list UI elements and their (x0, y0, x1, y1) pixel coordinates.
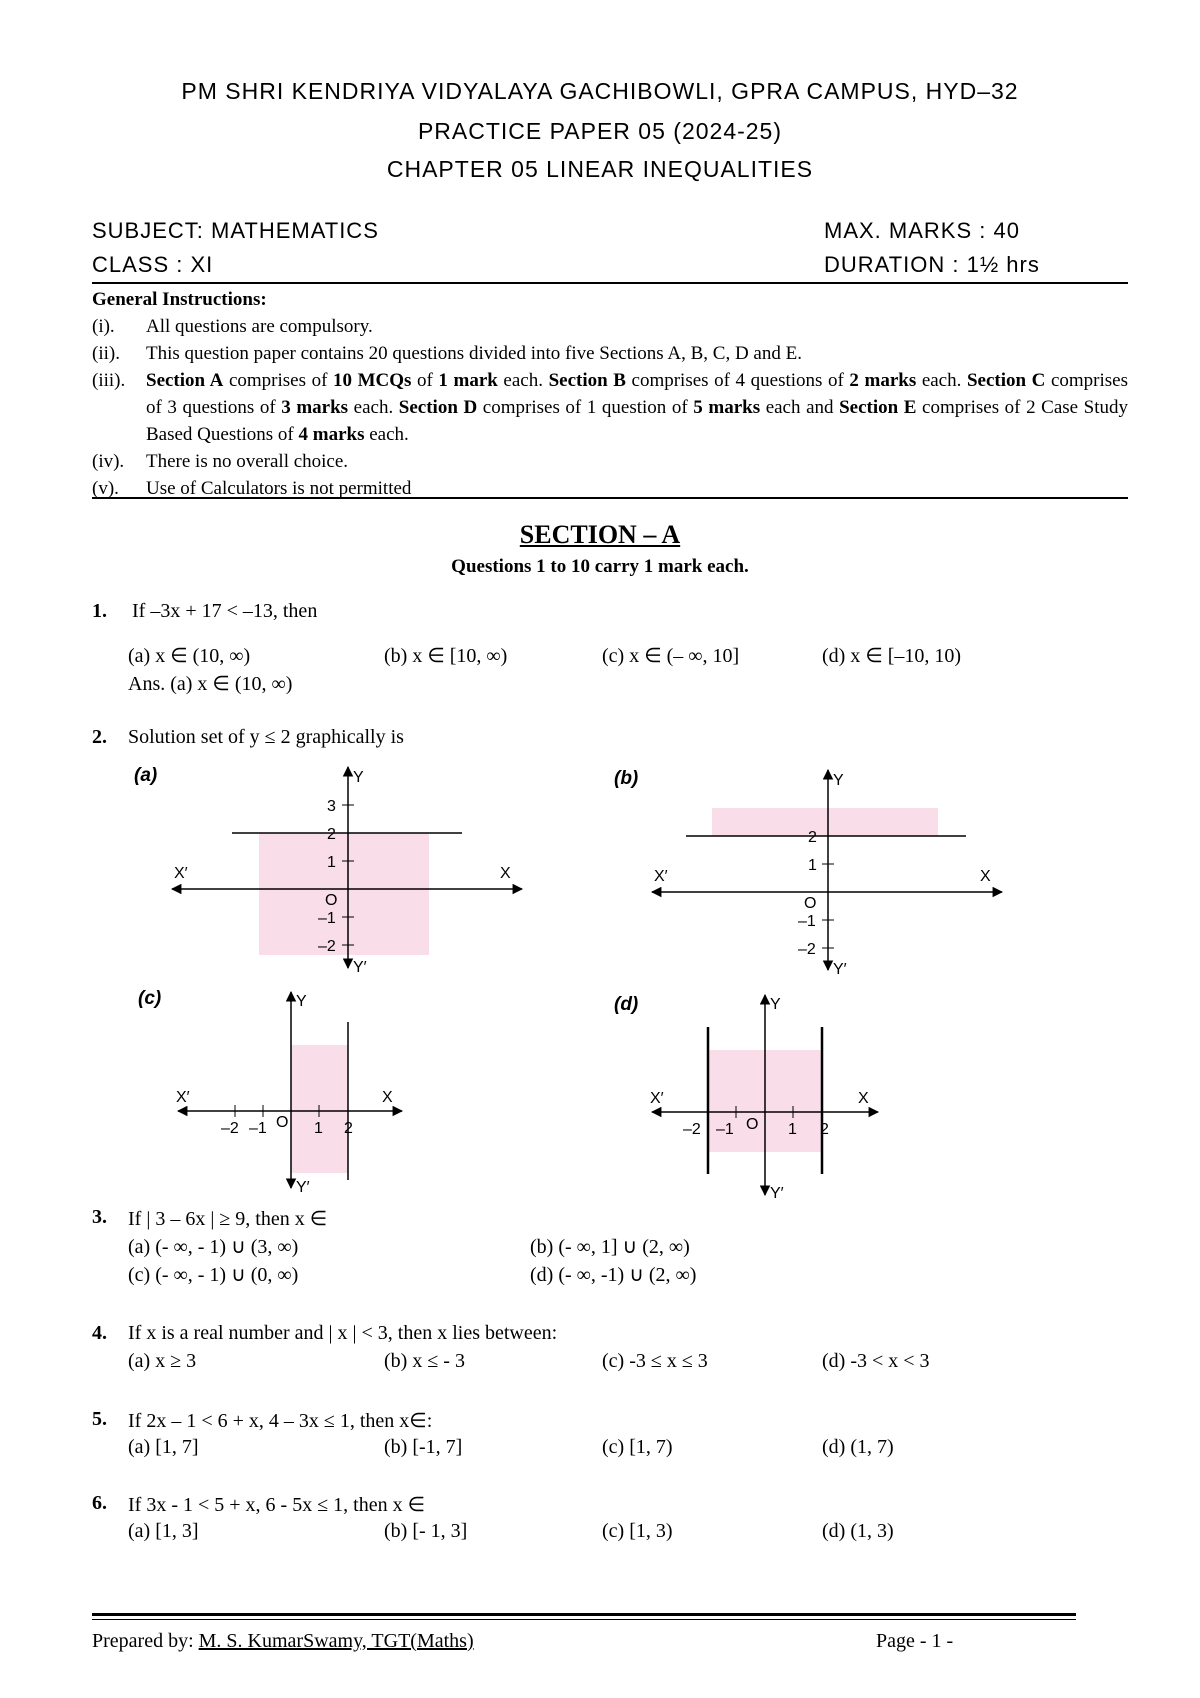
instruction-text: Section A comprises of 10 MCQs of 1 mark each. Section B comprises of 4 questions of 2 marks each. Section C comprises of 3 questions of 3 marks each. Section D comprises of 1 question of 5 marks each and Section E comprises of 2 Case Study Based Questions of 4 marks each. (146, 370, 1129, 445)
q2-text: Solution set of y ≤ 2 graphically is (128, 726, 404, 748)
graph-b-tick-label: 2 (808, 829, 817, 846)
q1-answer: Ans. (a) x ∈ (10, ∞) (128, 673, 293, 695)
q1-option-a: (a) x ∈ (10, ∞) (128, 645, 251, 667)
footer-rule-top (92, 1613, 1076, 1616)
q3-number: 3. (92, 1206, 107, 1228)
q3-option-b: (b) (- ∞, 1] ∪ (2, ∞) (530, 1236, 690, 1258)
graph-c-tick-label: –1 (249, 1120, 267, 1137)
graph-c-y-label: Y (296, 993, 307, 1010)
instruction-text: All questions are compulsory. (146, 316, 373, 337)
q4-option-b: (b) x ≤ - 3 (384, 1350, 465, 1372)
graph-d-y-label: Y (770, 996, 781, 1013)
graph-a-y-label: Y (353, 769, 364, 786)
instruction-text: This question paper contains 20 questions divided into five Sections A, B, C, D and E. (146, 343, 802, 364)
graph-c-tick-label: –2 (221, 1120, 239, 1137)
subject: SUBJECT: MATHEMATICS (92, 218, 379, 243)
graph-b-label: (b) (614, 768, 639, 789)
instruction-num: (iv). (92, 451, 125, 472)
graph-d-label: (d) (614, 994, 639, 1015)
q2-number: 2. (92, 726, 107, 748)
q3-option-a: (a) (- ∞, - 1) ∪ (3, ∞) (128, 1236, 299, 1258)
q6-option-b: (b) [- 1, 3] (384, 1520, 468, 1542)
graph-d-yp-label: Y′ (770, 1185, 784, 1202)
school-name: PM SHRI KENDRIYA VIDYALAYA GACHIBOWLI, GPRA CAMPUS, HYD–32 (181, 78, 1019, 104)
graph-d-tick-label: –2 (683, 1121, 701, 1138)
graph-a (134, 765, 522, 976)
q6-option-d: (d) (1, 3) (822, 1520, 894, 1542)
graph-a-yp-label: Y′ (353, 959, 367, 976)
graph-d-x-label: X (858, 1090, 869, 1107)
graph-a-xp-label: X′ (174, 865, 188, 882)
class: CLASS : XI (92, 252, 214, 277)
q6-option-c: (c) [1, 3) (602, 1520, 673, 1542)
q4-number: 4. (92, 1322, 107, 1344)
graph-a-tick-label: 3 (327, 798, 336, 815)
graph-a-tick-label: –2 (318, 938, 336, 955)
graph-b-shaded-region (712, 808, 938, 836)
footer-prepared (92, 1630, 474, 1653)
graph-d (614, 994, 878, 1202)
q1-number: 1. (92, 600, 107, 622)
graph-b-tick-label: –2 (798, 941, 816, 958)
section-title: SECTION – A (519, 520, 681, 549)
graph-c-origin: O (276, 1114, 289, 1131)
graph-c-yp-label: Y′ (296, 1179, 310, 1196)
q5-text: If 2x – 1 < 6 + x, 4 – 3x ≤ 1, then x∈: (128, 1410, 433, 1432)
author: M. S. KumarSwamy, TGT(Maths) (198, 1630, 474, 1652)
graph-d-tick-label: 2 (820, 1121, 829, 1138)
q3-text: If | 3 – 6x | ≥ 9, then x ∈ (128, 1208, 328, 1230)
q5-option-b: (b) [-1, 7] (384, 1436, 463, 1458)
section-subtitle: Questions 1 to 10 carry 1 mark each. (451, 556, 749, 577)
graph-c-tick-label: 1 (314, 1120, 323, 1137)
graph-c-xp-label: X′ (176, 1089, 190, 1106)
instruction-num: (i). (92, 316, 115, 337)
graph-c-label: (c) (138, 988, 162, 1009)
instruction-text: Use of Calculators is not permitted (146, 478, 412, 499)
q4-option-c: (c) -3 ≤ x ≤ 3 (602, 1350, 708, 1372)
q3-option-c: (c) (- ∞, - 1) ∪ (0, ∞) (128, 1264, 299, 1286)
graph-d-xp-label: X′ (650, 1090, 664, 1107)
q5-option-a: (a) [1, 7] (128, 1436, 199, 1458)
q4-option-a: (a) x ≥ 3 (128, 1350, 197, 1372)
instruction-num: (iii). (92, 370, 126, 391)
graph-d-tick-label: 1 (788, 1121, 797, 1138)
graph-b-y-label: Y (833, 772, 844, 789)
instructions-title: General Instructions: (92, 289, 267, 310)
chapter-title: CHAPTER 05 LINEAR INEQUALITIES (386, 156, 814, 182)
prepared-label: Prepared by: (92, 1630, 199, 1652)
graph-b-x-label: X (980, 868, 991, 885)
q1-text: If –3x + 17 < –13, then (132, 600, 318, 622)
graph-a-label: (a) (134, 765, 158, 786)
graph-c-x-label: X (382, 1089, 393, 1106)
page-number: Page - 1 - (876, 1630, 954, 1652)
graph-b-tick-label: –1 (798, 913, 816, 930)
paper-title: PRACTICE PAPER 05 (2024-25) (417, 118, 783, 144)
q5-option-c: (c) [1, 7) (602, 1436, 673, 1458)
graph-a-origin: O (325, 892, 338, 909)
graph-a-shaded-region (259, 833, 429, 955)
q5-number: 5. (92, 1408, 107, 1430)
graph-b-xp-label: X′ (654, 868, 668, 885)
q4-option-d: (d) -3 < x < 3 (822, 1350, 930, 1372)
q6-text: If 3x - 1 < 5 + x, 6 - 5x ≤ 1, then x ∈ (128, 1494, 426, 1516)
q3-option-d: (d) (- ∞, -1) ∪ (2, ∞) (530, 1264, 697, 1286)
duration: DURATION : 1½ hrs (824, 252, 1040, 277)
graph-c (138, 988, 402, 1196)
instruction-num: (ii). (92, 343, 120, 364)
q1-option-b: (b) x ∈ [10, ∞) (384, 645, 508, 667)
graph-a-tick-label: 2 (327, 826, 336, 843)
graph-a-tick-label: –1 (318, 910, 336, 927)
graph-c-tick-label: 2 (344, 1120, 353, 1137)
graph-a-x-label: X (500, 865, 511, 882)
q6-number: 6. (92, 1492, 107, 1514)
graph-d-origin: O (746, 1116, 759, 1133)
graph-a-tick-label: 1 (327, 854, 336, 871)
footer-rule-bottom (92, 1619, 1076, 1620)
q6-option-a: (a) [1, 3] (128, 1520, 199, 1542)
q1-option-c: (c) x ∈ (– ∞, 10] (602, 645, 740, 667)
instruction-num: (v). (92, 478, 119, 499)
q1-option-d: (d) x ∈ [–10, 10) (822, 645, 962, 667)
q4-text: If x is a real number and | x | < 3, then x lies between: (128, 1322, 558, 1344)
graph-b-tick-label: 1 (808, 857, 817, 874)
graph-b (614, 768, 1002, 978)
max-marks: MAX. MARKS : 40 (824, 218, 1020, 243)
graph-d-tick-label: –1 (716, 1121, 734, 1138)
instruction-text: There is no overall choice. (146, 451, 349, 472)
graph-b-origin: O (804, 895, 817, 912)
graph-b-yp-label: Y′ (833, 961, 847, 978)
q5-option-d: (d) (1, 7) (822, 1436, 894, 1458)
